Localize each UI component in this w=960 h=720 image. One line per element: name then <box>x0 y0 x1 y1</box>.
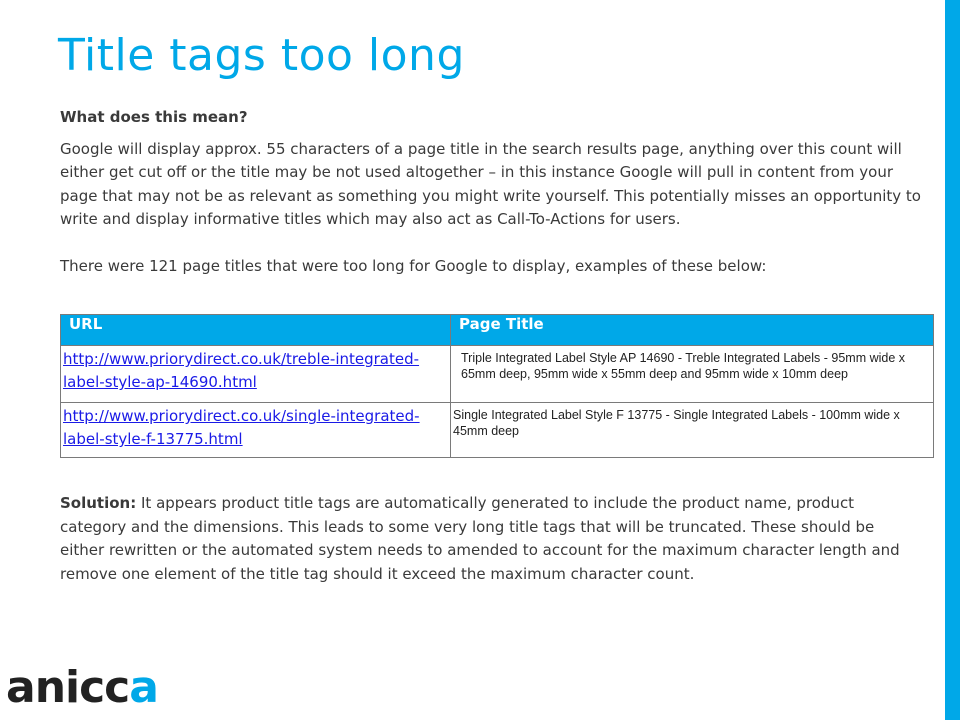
header-url: URL <box>61 315 451 346</box>
page-title-cell <box>451 346 934 403</box>
logo-text-main: anicc <box>6 662 130 713</box>
solution-label: Solution: <box>60 494 137 512</box>
url-link[interactable]: http://www.priorydirect.co.uk/single-integrated-label-style-f-13775.html <box>63 407 420 448</box>
header-page-title: Page Title <box>451 315 934 346</box>
anicca-logo <box>6 662 158 713</box>
accent-sidebar <box>945 0 960 720</box>
solution-text: It appears product title tags are automatically generated to include the product name, product category and the dimensions. This leads to some very long title tags that will be truncated. These should be either rewritten or the automated system needs to amended to account for the maximum character length and remove one element of the title tag should it exceed the maximum character count. <box>60 494 900 583</box>
slide-title: Title tags too long <box>58 30 465 81</box>
summary-text: There were 121 page titles that were too long for Google to display, examples of these below: <box>60 256 767 275</box>
logo-text-accent: a <box>129 662 158 713</box>
url-link[interactable]: http://www.priorydirect.co.uk/treble-integrated-label-style-ap-14690.html <box>63 350 420 391</box>
subheading: What does this mean? <box>60 108 248 126</box>
url-cell <box>61 403 451 458</box>
explanation-text: Google will display approx. 55 characters of a page title in the search results page, anything over this count will either get cut off or the title may be not used altogether – in this instance Google will pull in content from your page that may not be as relevant as something you might write yourself. This potentially misses an opportunity to write and display informative titles which may also act as Call-To-Actions for users. <box>60 139 921 228</box>
page-title-text: Single Integrated Label Style F 13775 - Single Integrated Labels - 100mm wide x 45mm deep <box>453 408 900 438</box>
url-cell <box>61 346 451 403</box>
examples-table <box>60 314 934 458</box>
table-row <box>61 403 934 458</box>
page-title-cell <box>451 403 934 458</box>
page-title-text: Triple Integrated Label Style AP 14690 - Treble Integrated Labels - 95mm wide x 65mm deep, 95mm wide x 55mm deep and 95mm wide x 10mm deep <box>461 351 906 381</box>
table-header-row <box>61 315 934 346</box>
slide-body <box>60 106 930 278</box>
solution-paragraph <box>60 492 920 586</box>
table-row <box>61 346 934 403</box>
